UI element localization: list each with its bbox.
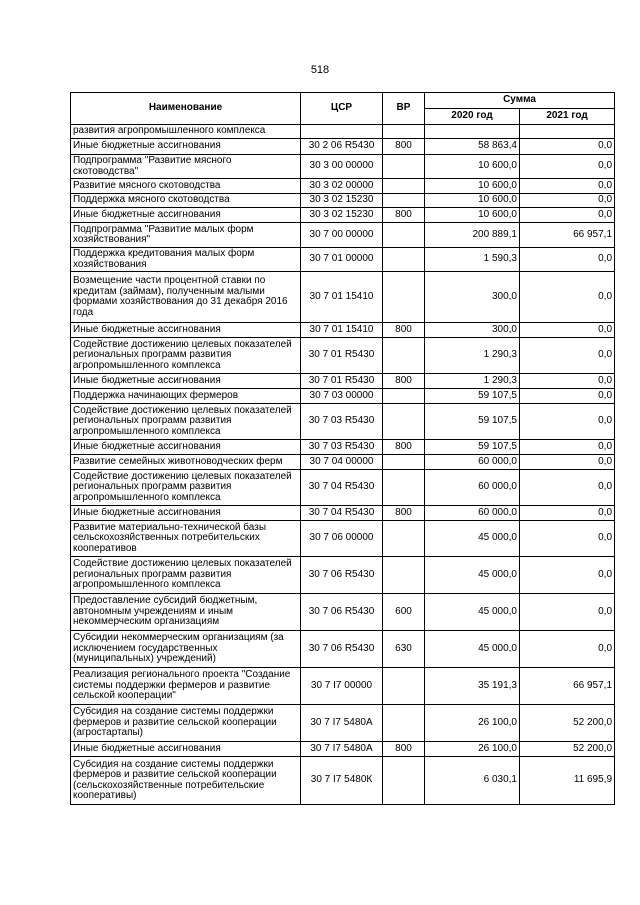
header-vr: ВР — [383, 93, 425, 125]
table-row — [71, 248, 615, 272]
row-csr-cell: 30 7 I7 00000 — [301, 668, 383, 705]
row-2021-cell: 0,0 — [520, 139, 615, 155]
row-2020-cell: 60 000,0 — [425, 455, 520, 470]
row-2020-cell: 10 600,0 — [425, 194, 520, 208]
row-csr-cell: 30 7 04 R5430 — [301, 506, 383, 521]
row-csr-cell: 30 7 04 R5430 — [301, 470, 383, 506]
row-2020-cell: 300,0 — [425, 323, 520, 338]
row-name-cell: Возмещение части процентной ставки по кредитам (займам), полученным малыми формами хозяйствования до 31 декабря 2016 года — [71, 272, 301, 323]
row-2020-cell: 300,0 — [425, 272, 520, 323]
row-vr-cell — [383, 272, 425, 323]
table-row — [71, 668, 615, 705]
header-year-2020: 2020 год — [425, 109, 520, 125]
page-number: 518 — [310, 64, 330, 76]
row-csr-cell: 30 3 02 00000 — [301, 179, 383, 194]
row-vr-cell — [383, 389, 425, 404]
table-row — [71, 323, 615, 338]
row-csr-cell: 30 7 00 00000 — [301, 223, 383, 248]
table-row — [71, 705, 615, 742]
row-2021-cell: 52 200,0 — [520, 742, 615, 757]
table-row — [71, 125, 615, 139]
row-2020-cell: 45 000,0 — [425, 557, 520, 594]
row-csr-cell: 30 3 00 00000 — [301, 155, 383, 179]
row-2020-cell: 200 889,1 — [425, 223, 520, 248]
table-row — [71, 440, 615, 455]
row-csr-cell: 30 7 03 R5430 — [301, 404, 383, 440]
row-name-cell: Субсидия на создание системы поддержки фермеров и развитие сельской кооперации (агростартапы) — [71, 705, 301, 742]
row-name-cell: Поддержка мясного скотоводства — [71, 194, 301, 208]
table-row — [71, 757, 615, 805]
table-row — [71, 404, 615, 440]
table-row — [71, 208, 615, 223]
row-name-cell: Содействие достижению целевых показателей региональных программ развития агропромышленного комплекса — [71, 404, 301, 440]
row-vr-cell — [383, 248, 425, 272]
row-vr-cell — [383, 668, 425, 705]
table-row — [71, 374, 615, 389]
row-csr-cell: 30 7 06 R5430 — [301, 594, 383, 631]
row-2021-cell: 52 200,0 — [520, 705, 615, 742]
row-csr-cell: 30 7 06 R5430 — [301, 557, 383, 594]
row-2021-cell: 0,0 — [520, 338, 615, 374]
row-vr-cell — [383, 223, 425, 248]
row-2020-cell: 10 600,0 — [425, 155, 520, 179]
table-row — [71, 139, 615, 155]
row-csr-cell: 30 7 01 R5430 — [301, 338, 383, 374]
table-row — [71, 506, 615, 521]
row-2020-cell — [425, 125, 520, 139]
row-name-cell: Предоставление субсидий бюджетным, автономным учреждениям и иным некоммерческим организациям — [71, 594, 301, 631]
row-2021-cell: 0,0 — [520, 208, 615, 223]
row-2021-cell: 0,0 — [520, 374, 615, 389]
row-name-cell: Иные бюджетные ассигнования — [71, 506, 301, 521]
header-csr: ЦСР — [301, 93, 383, 125]
row-csr-cell: 30 7 06 R5430 — [301, 631, 383, 668]
row-2020-cell: 59 107,5 — [425, 440, 520, 455]
row-2021-cell: 0,0 — [520, 248, 615, 272]
row-name-cell: Иные бюджетные ассигнования — [71, 323, 301, 338]
table-body — [71, 125, 615, 805]
row-name-cell: Подпрограмма "Развитие малых форм хозяйствования" — [71, 223, 301, 248]
row-2020-cell: 10 600,0 — [425, 179, 520, 194]
row-csr-cell: 30 7 03 R5430 — [301, 440, 383, 455]
row-2021-cell: 0,0 — [520, 194, 615, 208]
row-vr-cell: 800 — [383, 323, 425, 338]
row-csr-cell: 30 7 I7 5480К — [301, 757, 383, 805]
row-csr-cell: 30 7 I7 5480А — [301, 705, 383, 742]
table-row — [71, 155, 615, 179]
row-name-cell: Иные бюджетные ассигнования — [71, 374, 301, 389]
row-vr-cell: 800 — [383, 440, 425, 455]
row-2020-cell: 59 107,5 — [425, 404, 520, 440]
row-csr-cell: 30 3 02 15230 — [301, 208, 383, 223]
row-vr-cell — [383, 557, 425, 594]
row-2021-cell: 11 695,9 — [520, 757, 615, 805]
row-vr-cell: 800 — [383, 742, 425, 757]
row-csr-cell: 30 7 01 00000 — [301, 248, 383, 272]
table-row — [71, 223, 615, 248]
row-2021-cell: 0,0 — [520, 272, 615, 323]
row-vr-cell — [383, 404, 425, 440]
row-2020-cell: 6 030,1 — [425, 757, 520, 805]
row-name-cell: Иные бюджетные ассигнования — [71, 742, 301, 757]
row-name-cell: Иные бюджетные ассигнования — [71, 440, 301, 455]
row-2020-cell: 1 290,3 — [425, 338, 520, 374]
row-vr-cell — [383, 455, 425, 470]
row-name-cell: Поддержка кредитования малых форм хозяйствования — [71, 248, 301, 272]
row-2020-cell: 10 600,0 — [425, 208, 520, 223]
table-row — [71, 179, 615, 194]
table-row — [71, 470, 615, 506]
row-name-cell: Содействие достижению целевых показателей региональных программ развития агропромышленного комплекса — [71, 557, 301, 594]
row-2021-cell: 0,0 — [520, 470, 615, 506]
table-row — [71, 521, 615, 557]
row-2020-cell: 60 000,0 — [425, 470, 520, 506]
row-vr-cell — [383, 194, 425, 208]
row-name-cell: Подпрограмма "Развитие мясного скотоводства" — [71, 155, 301, 179]
row-csr-cell: 30 3 02 15230 — [301, 194, 383, 208]
row-2021-cell: 0,0 — [520, 631, 615, 668]
row-vr-cell: 600 — [383, 594, 425, 631]
row-name-cell: Иные бюджетные ассигнования — [71, 208, 301, 223]
row-name-cell: Развитие мясного скотоводства — [71, 179, 301, 194]
row-name-cell: Реализация регионального проекта "Создание системы поддержки фермеров и развитие сельской кооперации" — [71, 668, 301, 705]
row-csr-cell: 30 7 01 R5430 — [301, 374, 383, 389]
row-2020-cell: 58 863,4 — [425, 139, 520, 155]
row-2021-cell: 0,0 — [520, 323, 615, 338]
row-2021-cell: 0,0 — [520, 155, 615, 179]
row-2020-cell: 1 290,3 — [425, 374, 520, 389]
table-row — [71, 742, 615, 757]
row-name-cell: Содействие достижению целевых показателей региональных программ развития агропромышленного комплекса — [71, 338, 301, 374]
row-2020-cell: 59 107,5 — [425, 389, 520, 404]
table-row — [71, 594, 615, 631]
row-2021-cell: 0,0 — [520, 506, 615, 521]
row-vr-cell: 800 — [383, 374, 425, 389]
row-vr-cell: 800 — [383, 208, 425, 223]
row-vr-cell — [383, 338, 425, 374]
row-name-cell: Содействие достижению целевых показателей региональных программ развития агропромышленного комплекса — [71, 470, 301, 506]
row-name-cell: Развитие семейных животноводческих ферм — [71, 455, 301, 470]
row-vr-cell — [383, 705, 425, 742]
table-row — [71, 194, 615, 208]
header-sum: Сумма — [425, 93, 615, 109]
row-csr-cell: 30 7 I7 5480А — [301, 742, 383, 757]
row-csr-cell: 30 7 06 00000 — [301, 521, 383, 557]
row-2020-cell: 45 000,0 — [425, 521, 520, 557]
row-vr-cell — [383, 125, 425, 139]
row-2021-cell: 0,0 — [520, 404, 615, 440]
row-csr-cell: 30 7 03 00000 — [301, 389, 383, 404]
row-2020-cell: 1 590,3 — [425, 248, 520, 272]
row-name-cell: Иные бюджетные ассигнования — [71, 139, 301, 155]
row-2021-cell: 0,0 — [520, 557, 615, 594]
row-name-cell: Субсидия на создание системы поддержки фермеров и развитие сельской кооперации (сельскохозяйственные потребительские кооперативы) — [71, 757, 301, 805]
row-2021-cell: 66 957,1 — [520, 668, 615, 705]
row-csr-cell: 30 7 01 15410 — [301, 272, 383, 323]
row-2020-cell: 26 100,0 — [425, 705, 520, 742]
row-csr-cell: 30 7 01 15410 — [301, 323, 383, 338]
row-2021-cell: 0,0 — [520, 179, 615, 194]
row-vr-cell: 800 — [383, 506, 425, 521]
row-csr-cell: 30 7 04 00000 — [301, 455, 383, 470]
row-csr-cell: 30 2 06 R5430 — [301, 139, 383, 155]
row-vr-cell — [383, 757, 425, 805]
table-row — [71, 272, 615, 323]
row-2020-cell: 60 000,0 — [425, 506, 520, 521]
row-2020-cell: 35 191,3 — [425, 668, 520, 705]
row-2020-cell: 26 100,0 — [425, 742, 520, 757]
budget-table — [70, 92, 615, 805]
row-2020-cell: 45 000,0 — [425, 594, 520, 631]
row-2021-cell — [520, 125, 615, 139]
header-year-2021: 2021 год — [520, 109, 615, 125]
row-name-cell: Субсидии некоммерческим организациям (за исключением государственных (муниципальных) учреждений) — [71, 631, 301, 668]
table-row — [71, 389, 615, 404]
header-name: Наименование — [71, 93, 301, 125]
table-header — [71, 93, 615, 125]
row-name-cell: развития агропромышленного комплекса — [71, 125, 301, 139]
row-csr-cell — [301, 125, 383, 139]
row-name-cell: Поддержка начинающих фермеров — [71, 389, 301, 404]
row-2021-cell: 0,0 — [520, 440, 615, 455]
table-row — [71, 631, 615, 668]
row-2021-cell: 0,0 — [520, 389, 615, 404]
table-row — [71, 455, 615, 470]
row-vr-cell: 630 — [383, 631, 425, 668]
row-vr-cell — [383, 521, 425, 557]
row-vr-cell: 800 — [383, 139, 425, 155]
row-vr-cell — [383, 470, 425, 506]
row-vr-cell — [383, 179, 425, 194]
row-2021-cell: 0,0 — [520, 521, 615, 557]
row-2021-cell: 66 957,1 — [520, 223, 615, 248]
row-2021-cell: 0,0 — [520, 455, 615, 470]
row-2021-cell: 0,0 — [520, 594, 615, 631]
row-2020-cell: 45 000,0 — [425, 631, 520, 668]
row-vr-cell — [383, 155, 425, 179]
table-row — [71, 338, 615, 374]
row-name-cell: Развитие материально-технической базы сельскохозяйственных потребительских кооперативов — [71, 521, 301, 557]
table-row — [71, 557, 615, 594]
